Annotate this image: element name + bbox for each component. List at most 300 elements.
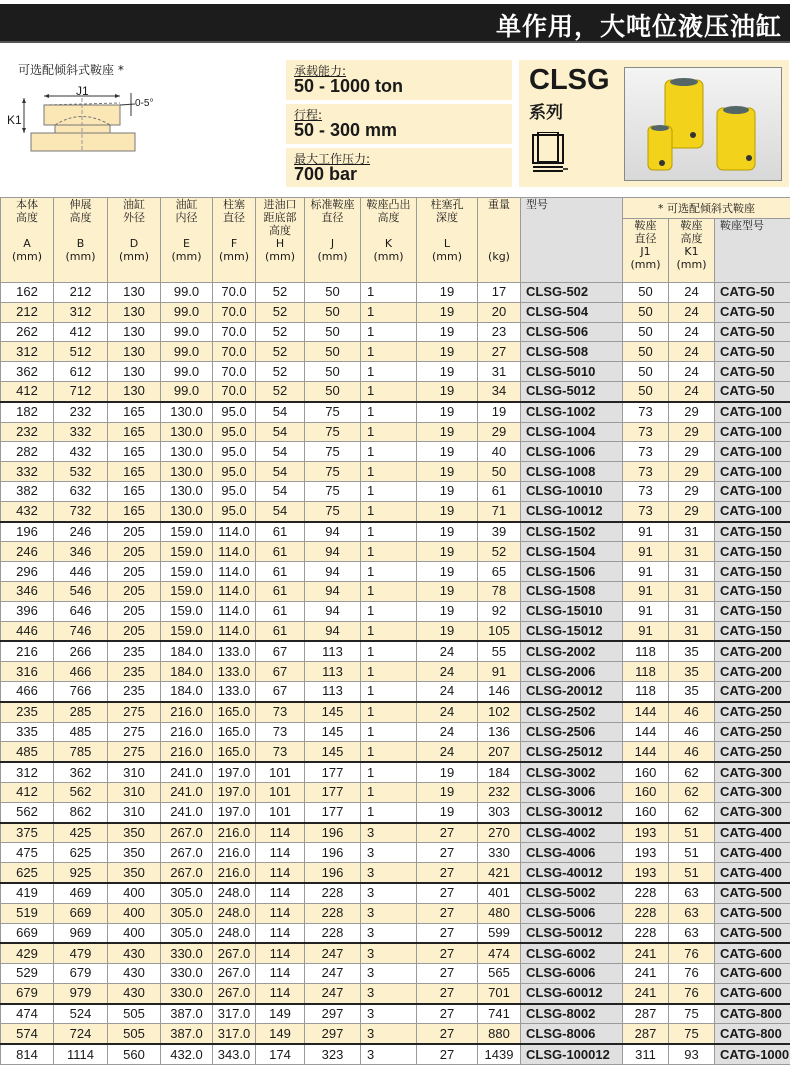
cell-tilt-saddle-height: 29 xyxy=(669,422,715,442)
cell-body-height: 162 xyxy=(1,283,54,303)
cell-tilt-saddle-diameter: 228 xyxy=(623,903,669,923)
cell-body-height: 466 xyxy=(1,681,54,701)
cell-plunger-hole-depth: 19 xyxy=(417,462,478,482)
cell-plunger-diameter: 133.0 xyxy=(213,641,256,661)
table-row xyxy=(1,722,790,742)
cell-outer-diameter: 165 xyxy=(108,422,161,442)
cell-weight: 880 xyxy=(478,1024,521,1044)
angle-label: 0-5° xyxy=(135,98,154,109)
cell-model: CLSG-2006 xyxy=(521,662,623,682)
cell-plunger-hole-depth: 19 xyxy=(417,362,478,382)
cell-plunger-hole-depth: 19 xyxy=(417,342,478,362)
cell-plunger-hole-depth: 19 xyxy=(417,302,478,322)
cell-saddle-diameter: 247 xyxy=(305,943,361,963)
cell-saddle-protrusion: 1 xyxy=(361,762,417,782)
cell-saddle-protrusion: 1 xyxy=(361,462,417,482)
cell-saddle-diameter: 94 xyxy=(305,601,361,621)
cell-saddle-diameter: 323 xyxy=(305,1044,361,1064)
cell-model: CLSG-8006 xyxy=(521,1024,623,1044)
table-row xyxy=(1,863,790,883)
cell-weight: 232 xyxy=(478,782,521,802)
cell-plunger-hole-depth: 27 xyxy=(417,843,478,863)
cell-plunger-diameter: 165.0 xyxy=(213,702,256,722)
cell-saddle-diameter: 177 xyxy=(305,762,361,782)
cell-plunger-diameter: 114.0 xyxy=(213,562,256,582)
cell-weight: 741 xyxy=(478,1004,521,1024)
cell-plunger-diameter: 165.0 xyxy=(213,742,256,762)
cell-saddle-diameter: 196 xyxy=(305,843,361,863)
cell-extended-height: 412 xyxy=(54,322,108,342)
cell-extended-height: 212 xyxy=(54,283,108,303)
cell-saddle-diameter: 50 xyxy=(305,283,361,303)
cell-weight: 52 xyxy=(478,542,521,562)
cell-plunger-diameter: 95.0 xyxy=(213,481,256,501)
cell-tilt-saddle-model: CATG-250 xyxy=(715,722,790,742)
cell-bore-diameter: 184.0 xyxy=(161,641,213,661)
cell-port-height: 61 xyxy=(256,581,305,601)
cell-tilt-saddle-model: CATG-100 xyxy=(715,422,790,442)
cell-tilt-saddle-height: 31 xyxy=(669,581,715,601)
cell-plunger-hole-depth: 19 xyxy=(417,562,478,582)
cell-model: CLSG-1002 xyxy=(521,402,623,422)
cell-tilt-saddle-height: 31 xyxy=(669,542,715,562)
cell-saddle-diameter: 75 xyxy=(305,402,361,422)
cell-weight: 474 xyxy=(478,943,521,963)
cell-outer-diameter: 275 xyxy=(108,702,161,722)
col-header-e: 油缸 内径 E (mm) xyxy=(161,198,213,283)
cell-plunger-diameter: 343.0 xyxy=(213,1044,256,1064)
cell-tilt-saddle-model: CATG-300 xyxy=(715,802,790,822)
cell-tilt-saddle-height: 31 xyxy=(669,522,715,542)
cell-body-height: 412 xyxy=(1,381,54,401)
cell-plunger-diameter: 95.0 xyxy=(213,402,256,422)
cell-weight: 31 xyxy=(478,362,521,382)
cell-tilt-saddle-diameter: 118 xyxy=(623,641,669,661)
cell-saddle-diameter: 145 xyxy=(305,742,361,762)
cell-plunger-hole-depth: 27 xyxy=(417,983,478,1003)
cell-bore-diameter: 130.0 xyxy=(161,481,213,501)
cell-tilt-saddle-height: 24 xyxy=(669,342,715,362)
cell-model: CLSG-1504 xyxy=(521,542,623,562)
table-row xyxy=(1,903,790,923)
cell-body-height: 475 xyxy=(1,843,54,863)
cell-extended-height: 246 xyxy=(54,522,108,542)
cell-extended-height: 469 xyxy=(54,883,108,903)
cell-weight: 136 xyxy=(478,722,521,742)
cell-port-height: 114 xyxy=(256,823,305,843)
cell-outer-diameter: 275 xyxy=(108,742,161,762)
cell-saddle-protrusion: 1 xyxy=(361,702,417,722)
cell-tilt-saddle-model: CATG-300 xyxy=(715,762,790,782)
cell-weight: 17 xyxy=(478,283,521,303)
cell-saddle-diameter: 75 xyxy=(305,462,361,482)
cell-tilt-saddle-model: CATG-500 xyxy=(715,883,790,903)
cell-model: CLSG-504 xyxy=(521,302,623,322)
cell-body-height: 429 xyxy=(1,943,54,963)
table-row xyxy=(1,462,790,482)
cell-plunger-diameter: 95.0 xyxy=(213,462,256,482)
table-row xyxy=(1,702,790,722)
cell-port-height: 67 xyxy=(256,641,305,661)
cell-saddle-diameter: 228 xyxy=(305,923,361,943)
cell-outer-diameter: 310 xyxy=(108,762,161,782)
cell-outer-diameter: 165 xyxy=(108,462,161,482)
cell-body-height: 412 xyxy=(1,782,54,802)
series-panel xyxy=(519,60,789,187)
cell-saddle-protrusion: 3 xyxy=(361,1024,417,1044)
cell-plunger-hole-depth: 27 xyxy=(417,943,478,963)
cell-bore-diameter: 241.0 xyxy=(161,802,213,822)
cell-bore-diameter: 184.0 xyxy=(161,662,213,682)
cell-model: CLSG-10010 xyxy=(521,481,623,501)
table-row xyxy=(1,381,790,401)
cell-weight: 105 xyxy=(478,621,521,641)
spec-value: 700 bar xyxy=(294,164,358,184)
cell-outer-diameter: 205 xyxy=(108,562,161,582)
cell-tilt-saddle-diameter: 228 xyxy=(623,883,669,903)
cell-outer-diameter: 205 xyxy=(108,601,161,621)
cell-outer-diameter: 130 xyxy=(108,381,161,401)
cell-outer-diameter: 505 xyxy=(108,1004,161,1024)
cell-extended-height: 862 xyxy=(54,802,108,822)
cell-weight: 50 xyxy=(478,462,521,482)
col-header-j: 标准鞍座 直径 J (mm) xyxy=(305,198,361,283)
cell-tilt-saddle-model: CATG-150 xyxy=(715,562,790,582)
cell-extended-height: 979 xyxy=(54,983,108,1003)
cell-port-height: 61 xyxy=(256,522,305,542)
cell-weight: 270 xyxy=(478,823,521,843)
cell-tilt-saddle-model: CATG-800 xyxy=(715,1024,790,1044)
cell-outer-diameter: 165 xyxy=(108,402,161,422)
cell-tilt-saddle-diameter: 160 xyxy=(623,802,669,822)
cell-extended-height: 485 xyxy=(54,722,108,742)
cell-tilt-saddle-diameter: 241 xyxy=(623,983,669,1003)
cell-plunger-diameter: 216.0 xyxy=(213,823,256,843)
cell-saddle-protrusion: 1 xyxy=(361,302,417,322)
table-row xyxy=(1,621,790,641)
cell-plunger-diameter: 216.0 xyxy=(213,843,256,863)
cell-outer-diameter: 350 xyxy=(108,843,161,863)
cell-plunger-diameter: 70.0 xyxy=(213,302,256,322)
cell-body-height: 216 xyxy=(1,641,54,661)
cell-weight: 78 xyxy=(478,581,521,601)
cell-extended-height: 466 xyxy=(54,662,108,682)
cell-plunger-diameter: 267.0 xyxy=(213,983,256,1003)
cell-plunger-diameter: 248.0 xyxy=(213,923,256,943)
cell-tilt-saddle-height: 63 xyxy=(669,883,715,903)
cell-weight: 61 xyxy=(478,481,521,501)
col-header-weight: 重量 (kg) xyxy=(478,198,521,283)
cell-body-height: 485 xyxy=(1,742,54,762)
cell-outer-diameter: 350 xyxy=(108,863,161,883)
spec-capacity xyxy=(286,60,512,100)
cell-weight: 599 xyxy=(478,923,521,943)
cell-bore-diameter: 267.0 xyxy=(161,863,213,883)
cell-bore-diameter: 305.0 xyxy=(161,883,213,903)
col-header-model: 型号 xyxy=(521,198,623,283)
spec-stroke xyxy=(286,104,512,144)
tilt-saddle-diagram xyxy=(0,58,280,188)
cell-tilt-saddle-model: CATG-150 xyxy=(715,601,790,621)
series-name: CLSG xyxy=(529,64,610,96)
cell-weight: 65 xyxy=(478,562,521,582)
cell-tilt-saddle-diameter: 73 xyxy=(623,481,669,501)
cell-weight: 23 xyxy=(478,322,521,342)
cell-plunger-diameter: 197.0 xyxy=(213,802,256,822)
cell-body-height: 312 xyxy=(1,342,54,362)
cell-saddle-diameter: 145 xyxy=(305,722,361,742)
page-title: 单作用，大吨位液压油缸 xyxy=(495,12,782,41)
cell-plunger-diameter: 70.0 xyxy=(213,362,256,382)
cell-saddle-protrusion: 1 xyxy=(361,501,417,521)
cell-body-height: 814 xyxy=(1,1044,54,1064)
cell-saddle-diameter: 247 xyxy=(305,964,361,984)
cell-outer-diameter: 130 xyxy=(108,322,161,342)
cell-plunger-hole-depth: 19 xyxy=(417,581,478,601)
cell-saddle-diameter: 94 xyxy=(305,581,361,601)
table-row xyxy=(1,843,790,863)
cell-weight: 55 xyxy=(478,641,521,661)
cell-saddle-diameter: 75 xyxy=(305,422,361,442)
cell-model: CLSG-8002 xyxy=(521,1004,623,1024)
cell-extended-height: 632 xyxy=(54,481,108,501)
cell-tilt-saddle-height: 31 xyxy=(669,621,715,641)
cell-body-height: 232 xyxy=(1,422,54,442)
cell-body-height: 529 xyxy=(1,964,54,984)
cell-saddle-protrusion: 1 xyxy=(361,481,417,501)
table-row xyxy=(1,823,790,843)
cell-saddle-protrusion: 1 xyxy=(361,722,417,742)
cell-tilt-saddle-height: 76 xyxy=(669,983,715,1003)
table-row xyxy=(1,1044,790,1064)
cell-tilt-saddle-model: CATG-50 xyxy=(715,322,790,342)
yellow-cylinders-image xyxy=(625,68,781,180)
cell-outer-diameter: 430 xyxy=(108,983,161,1003)
cell-tilt-saddle-height: 62 xyxy=(669,782,715,802)
cell-outer-diameter: 430 xyxy=(108,964,161,984)
cell-tilt-saddle-height: 76 xyxy=(669,943,715,963)
cell-saddle-protrusion: 1 xyxy=(361,342,417,362)
cell-port-height: 52 xyxy=(256,342,305,362)
cell-plunger-hole-depth: 24 xyxy=(417,742,478,762)
cell-outer-diameter: 310 xyxy=(108,802,161,822)
cell-extended-height: 524 xyxy=(54,1004,108,1024)
cell-port-height: 61 xyxy=(256,621,305,641)
table-row xyxy=(1,322,790,342)
cell-tilt-saddle-diameter: 160 xyxy=(623,762,669,782)
cell-model: CLSG-6006 xyxy=(521,964,623,984)
table-row xyxy=(1,1004,790,1024)
k1-label: K1 xyxy=(7,113,22,127)
cell-extended-height: 432 xyxy=(54,442,108,462)
cell-model: CLSG-1508 xyxy=(521,581,623,601)
cell-tilt-saddle-model: CATG-150 xyxy=(715,542,790,562)
cell-tilt-saddle-diameter: 228 xyxy=(623,923,669,943)
cell-plunger-diameter: 70.0 xyxy=(213,283,256,303)
cell-saddle-diameter: 50 xyxy=(305,362,361,382)
cell-saddle-protrusion: 1 xyxy=(361,782,417,802)
cell-port-height: 52 xyxy=(256,322,305,342)
cell-tilt-saddle-model: CATG-100 xyxy=(715,462,790,482)
cell-tilt-saddle-model: CATG-200 xyxy=(715,662,790,682)
cell-extended-height: 712 xyxy=(54,381,108,401)
cell-tilt-saddle-diameter: 73 xyxy=(623,462,669,482)
cell-tilt-saddle-diameter: 50 xyxy=(623,362,669,382)
cell-plunger-diameter: 114.0 xyxy=(213,522,256,542)
cell-extended-height: 612 xyxy=(54,362,108,382)
cell-body-height: 262 xyxy=(1,322,54,342)
cell-tilt-saddle-diameter: 144 xyxy=(623,722,669,742)
cell-bore-diameter: 99.0 xyxy=(161,381,213,401)
col-header-saddle-model: 鞍座型号 xyxy=(715,219,790,283)
cell-saddle-diameter: 50 xyxy=(305,322,361,342)
cell-tilt-saddle-model: CATG-300 xyxy=(715,782,790,802)
cell-bore-diameter: 99.0 xyxy=(161,283,213,303)
cell-saddle-diameter: 94 xyxy=(305,522,361,542)
cell-bore-diameter: 387.0 xyxy=(161,1004,213,1024)
cell-extended-height: 285 xyxy=(54,702,108,722)
cell-saddle-diameter: 297 xyxy=(305,1024,361,1044)
cell-tilt-saddle-diameter: 73 xyxy=(623,402,669,422)
cell-saddle-protrusion: 3 xyxy=(361,863,417,883)
cell-model: CLSG-4002 xyxy=(521,823,623,843)
cell-plunger-hole-depth: 19 xyxy=(417,322,478,342)
col-header-f: 柱塞 直径 F (mm) xyxy=(213,198,256,283)
cell-extended-height: 969 xyxy=(54,923,108,943)
cell-bore-diameter: 159.0 xyxy=(161,581,213,601)
cell-outer-diameter: 310 xyxy=(108,782,161,802)
cell-tilt-saddle-height: 31 xyxy=(669,562,715,582)
cell-bore-diameter: 387.0 xyxy=(161,1024,213,1044)
spec-value: 50 - 300 mm xyxy=(294,120,398,140)
cell-bore-diameter: 130.0 xyxy=(161,442,213,462)
cell-tilt-saddle-diameter: 91 xyxy=(623,621,669,641)
cell-port-height: 101 xyxy=(256,762,305,782)
table-row xyxy=(1,601,790,621)
cell-bore-diameter: 159.0 xyxy=(161,562,213,582)
cell-saddle-protrusion: 1 xyxy=(361,581,417,601)
cell-plunger-hole-depth: 19 xyxy=(417,422,478,442)
cell-tilt-saddle-diameter: 241 xyxy=(623,943,669,963)
cell-model: CLSG-6002 xyxy=(521,943,623,963)
cell-port-height: 52 xyxy=(256,362,305,382)
cell-model: CLSG-4006 xyxy=(521,843,623,863)
cell-bore-diameter: 130.0 xyxy=(161,402,213,422)
cell-model: CLSG-15010 xyxy=(521,601,623,621)
cell-tilt-saddle-height: 63 xyxy=(669,923,715,943)
cell-plunger-diameter: 133.0 xyxy=(213,681,256,701)
cell-plunger-hole-depth: 19 xyxy=(417,522,478,542)
cell-saddle-protrusion: 1 xyxy=(361,662,417,682)
cell-plunger-hole-depth: 19 xyxy=(417,542,478,562)
cell-outer-diameter: 165 xyxy=(108,501,161,521)
cell-model: CLSG-30012 xyxy=(521,802,623,822)
cell-model: CLSG-502 xyxy=(521,283,623,303)
table-row xyxy=(1,943,790,963)
cell-tilt-saddle-model: CATG-100 xyxy=(715,501,790,521)
cell-tilt-saddle-model: CATG-150 xyxy=(715,621,790,641)
cell-model: CLSG-5002 xyxy=(521,883,623,903)
cell-tilt-saddle-model: CATG-150 xyxy=(715,522,790,542)
cell-extended-height: 562 xyxy=(54,782,108,802)
cell-weight: 401 xyxy=(478,883,521,903)
cell-saddle-protrusion: 3 xyxy=(361,823,417,843)
cell-plunger-hole-depth: 27 xyxy=(417,964,478,984)
table-row xyxy=(1,442,790,462)
cell-saddle-diameter: 50 xyxy=(305,381,361,401)
cell-weight: 421 xyxy=(478,863,521,883)
cell-tilt-saddle-model: CATG-150 xyxy=(715,581,790,601)
cell-model: CLSG-3002 xyxy=(521,762,623,782)
cell-bore-diameter: 159.0 xyxy=(161,601,213,621)
cell-bore-diameter: 267.0 xyxy=(161,823,213,843)
table-row xyxy=(1,362,790,382)
col-header-d: 油缸 外径 D (mm) xyxy=(108,198,161,283)
cell-saddle-protrusion: 1 xyxy=(361,641,417,661)
cell-port-height: 101 xyxy=(256,802,305,822)
cell-port-height: 73 xyxy=(256,742,305,762)
table-row xyxy=(1,501,790,521)
cell-port-height: 114 xyxy=(256,903,305,923)
cell-outer-diameter: 205 xyxy=(108,581,161,601)
cell-plunger-hole-depth: 19 xyxy=(417,381,478,401)
cell-outer-diameter: 205 xyxy=(108,621,161,641)
cell-body-height: 196 xyxy=(1,522,54,542)
cell-saddle-protrusion: 3 xyxy=(361,1004,417,1024)
cell-body-height: 419 xyxy=(1,883,54,903)
cell-plunger-diameter: 165.0 xyxy=(213,722,256,742)
cell-tilt-saddle-diameter: 193 xyxy=(623,863,669,883)
cell-tilt-saddle-model: CATG-500 xyxy=(715,923,790,943)
cell-saddle-protrusion: 3 xyxy=(361,883,417,903)
cell-tilt-saddle-model: CATG-200 xyxy=(715,681,790,701)
cell-bore-diameter: 130.0 xyxy=(161,501,213,521)
cell-saddle-diameter: 196 xyxy=(305,823,361,843)
cell-extended-height: 346 xyxy=(54,542,108,562)
cell-tilt-saddle-diameter: 91 xyxy=(623,581,669,601)
cell-extended-height: 312 xyxy=(54,302,108,322)
table-row xyxy=(1,402,790,422)
cell-model: CLSG-60012 xyxy=(521,983,623,1003)
table-row xyxy=(1,762,790,782)
cell-saddle-protrusion: 3 xyxy=(361,943,417,963)
cell-body-height: 212 xyxy=(1,302,54,322)
cell-extended-height: 479 xyxy=(54,943,108,963)
cell-saddle-protrusion: 1 xyxy=(361,522,417,542)
cell-tilt-saddle-diameter: 193 xyxy=(623,843,669,863)
cell-weight: 480 xyxy=(478,903,521,923)
cell-weight: 39 xyxy=(478,522,521,542)
cell-port-height: 114 xyxy=(256,943,305,963)
table-row xyxy=(1,481,790,501)
cell-weight: 19 xyxy=(478,402,521,422)
table-row xyxy=(1,802,790,822)
cell-tilt-saddle-model: CATG-50 xyxy=(715,362,790,382)
cell-plunger-hole-depth: 27 xyxy=(417,1044,478,1064)
cell-tilt-saddle-height: 24 xyxy=(669,381,715,401)
spec-pressure xyxy=(286,148,512,187)
cell-weight: 184 xyxy=(478,762,521,782)
cell-tilt-saddle-model: CATG-100 xyxy=(715,442,790,462)
cell-tilt-saddle-diameter: 73 xyxy=(623,422,669,442)
cell-plunger-diameter: 133.0 xyxy=(213,662,256,682)
saddle-drawing xyxy=(0,58,280,188)
cell-bore-diameter: 305.0 xyxy=(161,903,213,923)
cell-saddle-diameter: 177 xyxy=(305,782,361,802)
cell-body-height: 562 xyxy=(1,802,54,822)
cell-body-height: 346 xyxy=(1,581,54,601)
cell-tilt-saddle-diameter: 50 xyxy=(623,342,669,362)
